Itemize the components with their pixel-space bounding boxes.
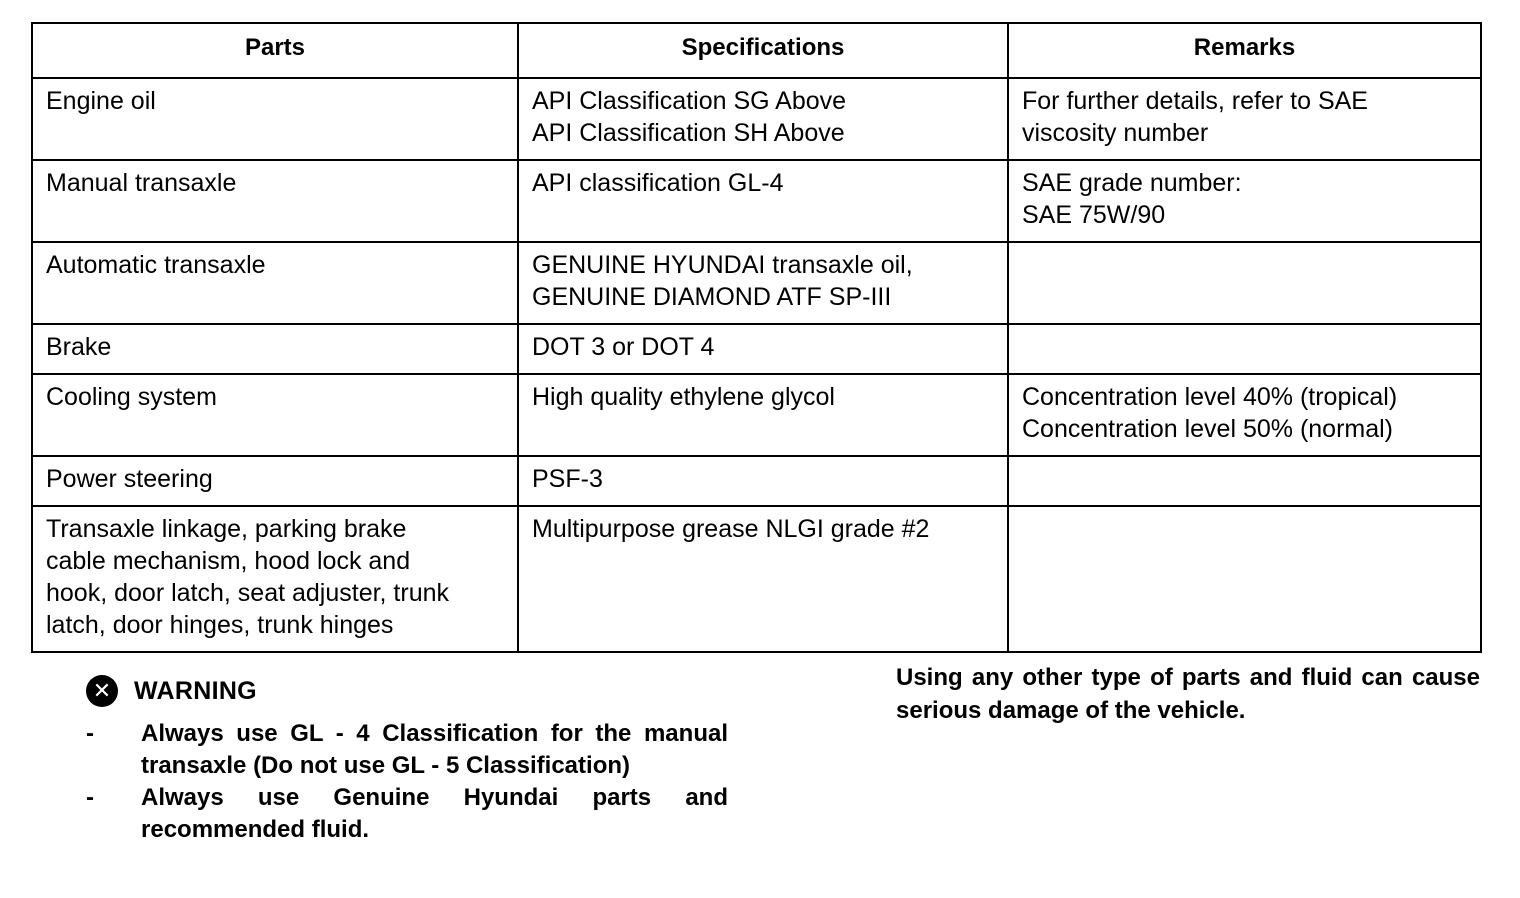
cell-line: Manual transaxle	[46, 169, 237, 197]
table-row	[32, 242, 1481, 324]
cell-line: Concentration level 50% (normal)	[1022, 415, 1394, 443]
warning-heading	[84, 672, 728, 710]
header-parts: Parts	[32, 23, 518, 78]
table-row	[32, 506, 1481, 652]
cell-line: High quality ethylene glycol	[532, 383, 835, 411]
cell-line: PSF-3	[532, 465, 603, 493]
cell-part	[32, 506, 518, 652]
cell-line: Engine oil	[46, 87, 156, 115]
cell-line: Brake	[46, 333, 112, 361]
cell-line: latch, door hinges, trunk hinges	[46, 611, 394, 639]
cell-spec	[518, 456, 1008, 506]
header-specifications: Specifications	[518, 23, 1008, 78]
cell-line: SAE grade number:	[1022, 169, 1242, 197]
x-circle-icon: ✕	[86, 675, 118, 707]
cell-part	[32, 374, 518, 456]
cell-line: API classification GL-4	[532, 169, 784, 197]
cell-line: cable mechanism, hood lock and	[46, 547, 411, 575]
cell-line: Power steering	[46, 465, 213, 493]
warning-item-text: Always use Genuine Hyundai parts and recommended fluid.	[141, 784, 728, 843]
warning-list	[84, 718, 728, 846]
table-row	[32, 160, 1481, 242]
cell-spec	[518, 374, 1008, 456]
cell-line: GENUINE DIAMOND ATF SP-III	[532, 283, 892, 311]
cell-line: DOT 3 or DOT 4	[532, 333, 715, 361]
table-row	[32, 324, 1481, 374]
table-row	[32, 374, 1481, 456]
damage-note: Using any other type of parts and fluid can cause serious damage of the vehicle.	[896, 664, 1480, 724]
cell-part	[32, 456, 518, 506]
cell-remarks	[1008, 456, 1481, 506]
bullet-dash: -	[86, 720, 94, 747]
cell-part	[32, 78, 518, 160]
table-header-row	[32, 23, 1481, 78]
cell-remarks	[1008, 506, 1481, 652]
list-item	[84, 718, 728, 782]
cell-spec	[518, 506, 1008, 652]
cell-line: Multipurpose grease NLGI grade #2	[532, 515, 930, 543]
cell-spec	[518, 78, 1008, 160]
cell-line: viscosity number	[1022, 119, 1209, 147]
cell-spec	[518, 324, 1008, 374]
cell-line: Cooling system	[46, 383, 217, 411]
cell-line: API Classification SH Above	[532, 119, 845, 147]
cell-line: GENUINE HYUNDAI transaxle oil,	[532, 251, 913, 279]
lubricant-spec-table	[31, 22, 1482, 653]
cell-remarks	[1008, 160, 1481, 242]
cell-line: Transaxle linkage, parking brake	[46, 515, 407, 543]
cell-line: Concentration level 40% (tropical)	[1022, 383, 1398, 411]
cell-spec	[518, 242, 1008, 324]
warning-box	[84, 672, 728, 846]
cell-line: Automatic transaxle	[46, 251, 266, 279]
cell-line: hook, door latch, seat adjuster, trunk	[46, 579, 450, 607]
cell-remarks	[1008, 78, 1481, 160]
list-item	[84, 782, 728, 846]
cell-part	[32, 160, 518, 242]
header-remarks: Remarks	[1008, 23, 1481, 78]
cell-part	[32, 324, 518, 374]
cell-part	[32, 242, 518, 324]
table-row	[32, 78, 1481, 160]
warning-item-text: Always use GL - 4 Classification for the manual transaxle (Do not use GL - 5 Classification)	[141, 720, 728, 779]
cell-line: SAE 75W/90	[1022, 201, 1166, 229]
cell-remarks	[1008, 324, 1481, 374]
bullet-dash: -	[86, 784, 94, 811]
cell-remarks	[1008, 374, 1481, 456]
cell-line: API Classification SG Above	[532, 87, 847, 115]
table-row	[32, 456, 1481, 506]
cell-line: For further details, refer to SAE	[1022, 87, 1368, 115]
cell-remarks	[1008, 242, 1481, 324]
warning-title: WARNING	[134, 677, 257, 705]
cell-spec	[518, 160, 1008, 242]
